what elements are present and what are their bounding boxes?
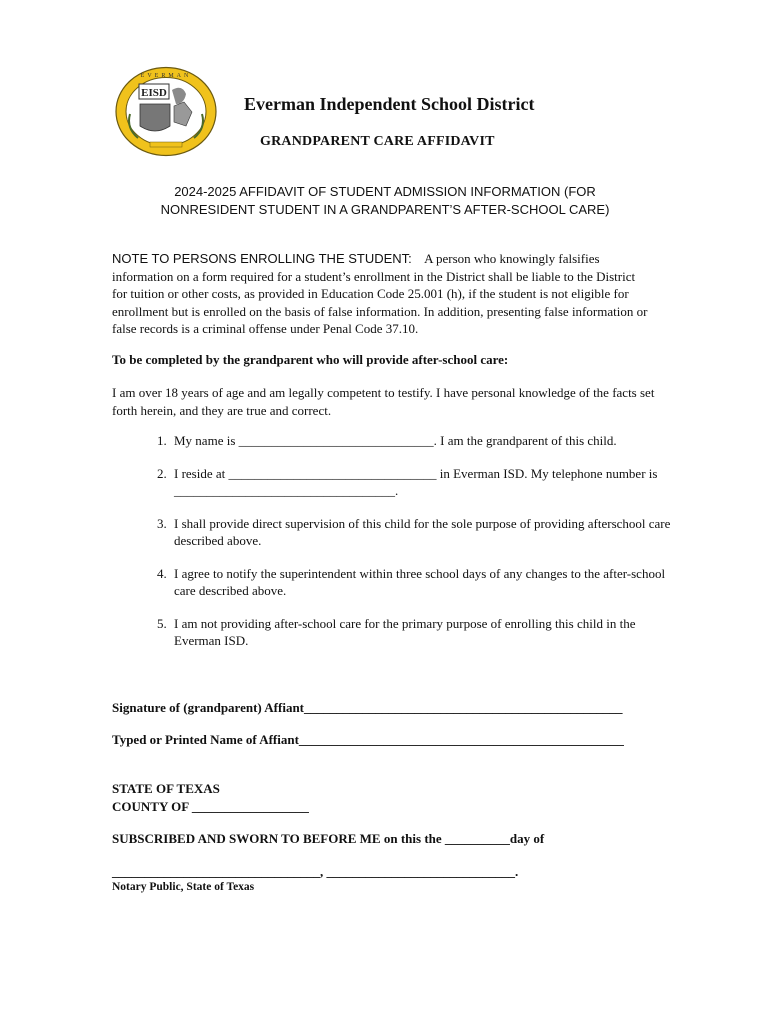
date-line: ________________________________, _____________________________. <box>112 864 519 879</box>
sworn-line: SUBSCRIBED AND SWORN TO BEFORE ME on this the __________day of <box>112 831 545 846</box>
svg-text:EISD: EISD <box>141 87 167 99</box>
list-item: 5. I am not providing after-school care for the primary purpose of enrolling this child in the Everman ISD. <box>157 616 636 648</box>
affidavit-subtitle <box>120 183 650 219</box>
list-item: 2. I reside at ________________________________ in Everman ISD. My telephone number is __________________________________. <box>157 466 658 498</box>
list-item: 3. I shall provide direct supervision of this child for the sole purpose of providing afterschool care described above. <box>157 516 671 548</box>
district-title: Everman Independent School District <box>244 94 535 114</box>
county-line: COUNTY OF __________________ <box>112 799 309 814</box>
printed-name-line: Typed or Printed Name of Affiant__________________________________________________ <box>112 732 624 747</box>
intro-paragraph: I am over 18 years of age and am legally competent to testify. I have personal knowledge of the facts set forth herein, and they are true and correct. <box>112 385 655 418</box>
form-title: GRANDPARENT CARE AFFIDAVIT <box>260 134 495 149</box>
list-item: 1. My name is ______________________________. I am the grandparent of this child. <box>157 433 617 448</box>
affidavit-statements <box>112 432 672 649</box>
svg-text:EVERMAN: EVERMAN <box>140 73 192 79</box>
note-body: A person who knowingly falsifies information on a form required for a student’s enrollment in the District shall be liable to the District for tuition or other costs, as provided in Education Code 25.001 (h), if the student is not eligible for enrollment but is enrolled on the basis of false information. In addition, presenting false information or false records is a criminal offense under Penal Code 37.10. <box>112 251 648 337</box>
list-item: 4. I agree to notify the superintendent within three school days of any changes to the after-school care described above. <box>157 566 666 598</box>
notary-label: Notary Public, State of Texas <box>112 881 255 893</box>
state-label: STATE OF TEXAS <box>112 781 220 796</box>
subtitle-line-1: 2024-2025 AFFIDAVIT OF STUDENT ADMISSION INFORMATION (FOR <box>174 184 596 199</box>
enrollment-note <box>112 250 652 338</box>
note-lead: NOTE TO PERSONS ENROLLING THE STUDENT: <box>112 251 412 266</box>
eisd-seal-logo <box>112 64 220 159</box>
completed-by-heading: To be completed by the grandparent who will provide after-school care: <box>112 352 509 367</box>
signature-line: Signature of (grandparent) Affiant_________________________________________________ <box>112 700 623 715</box>
subtitle-line-2: NONRESIDENT STUDENT IN A GRANDPARENT’S AFTER-SCHOOL CARE) <box>160 202 610 217</box>
